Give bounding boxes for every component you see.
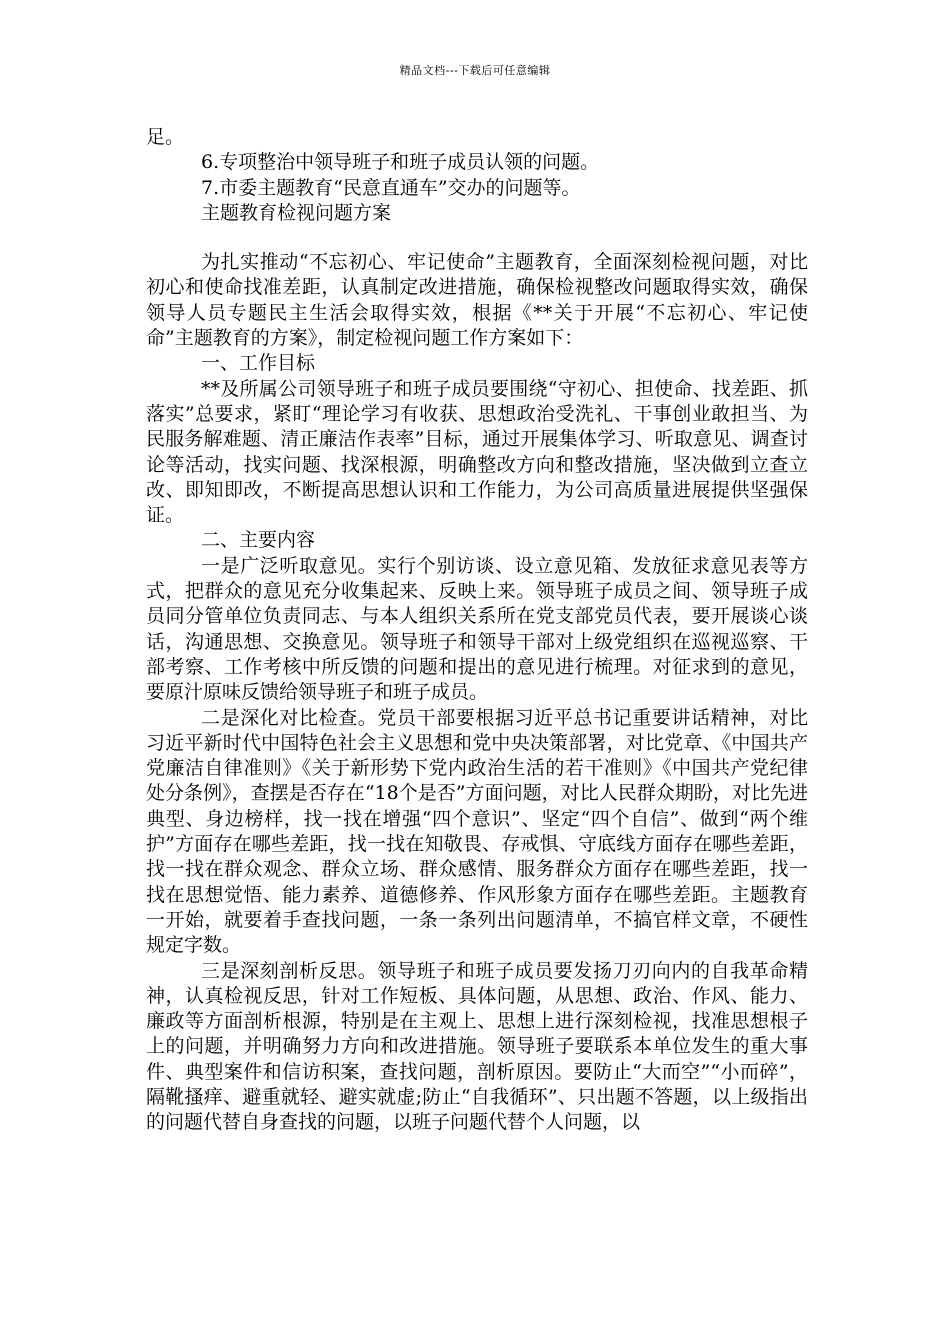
document-title: 主题教育检视问题方案 <box>201 201 392 224</box>
paragraph: 一是广泛听取意见。实行个别访谈、设立意见箱、发放征求意见表等方式，把群众的意见充分收集起来、反映上来。领导班子成员之间、领导班子成员同分管单位负责同志、与本人组织关系所在党支部党员代表，要开展谈心谈话，沟通思想、交换意见。领导班子和领导干部对上级党组织在巡视巡察、干部考察、工作考核中所反馈的问题和提出的意见进行梳理。对征求到的意见，要原汁原味反馈给领导班子和班子成员。 <box>146 554 808 704</box>
document-body <box>146 125 808 1136</box>
paragraph: 三是深刻剖析反思。领导班子和班子成员要发扬刀刃向内的自我革命精神，认真检视反思，针对工作短板、具体问题，从思想、政治、作风、能力、廉政等方面剖析根源，特别是在主观上、思想上进行深刻检视，找准思想根子上的问题，并明确努力方向和改进措施。领导班子要联系本单位发生的重大事件、典型案件和信访积案，查找问题，剖析原因。要防止“大而空”“小而碎”，隔靴搔痒、避重就轻、避实就虚;防止“自我循环”、只出题不答题，以上级指出的问题代替自身查找的问题，以班子问题代替个人问题，以 <box>146 959 808 1134</box>
paragraph: 足。 <box>146 126 185 148</box>
section-heading: 一、工作目标 <box>201 352 316 375</box>
paragraph: **及所属公司领导班子和班子成员要围绕“守初心、担使命、找差距、抓落实”总要求，紧盯“理论学习有收获、思想政治受洗礼、干事创业敢担当、为民服务解难题、清正廉洁作表率”目标，通过开展集体学习、听取意见、调查讨论等活动，找实问题、找深根源，明确整改方向和整改措施，坚决做到立查立改、即知即改，不断提高思想认识和工作能力，为公司高质量进展提供坚强保证。 <box>146 377 808 527</box>
spacer <box>146 226 808 250</box>
list-item: 7.市委主题教育“民意直通车”交办的问题等。 <box>201 176 581 199</box>
section-heading: 二、主要内容 <box>201 529 316 552</box>
list-item: 6.专项整治中领导班子和班子成员认领的问题。 <box>201 151 600 174</box>
paragraph: 二是深化对比检查。党员干部要根据习近平总书记重要讲话精神，对比习近平新时代中国特色社会主义思想和党中央决策部署，对比党章、《中国共产党廉洁自律准则》《关于新形势下党内政治生活的若干准则》《中国共产党纪律处分条例》，查摆是否存在“18个是否”方面问题，对比人民群众期盼，对比先进典型、身边榜样，找一找在增强“四个意识”、坚定“四个自信”、做到“两个维护”方面存在哪些差距，找一找在知敬畏、存戒惧、守底线方面存在哪些差距，找一找在群众观念、群众立场、群众感情、服务群众方面存在哪些差距，找一找在思想觉悟、能力素养、道德修养、作风形象方面存在哪些差距。主题教育一开始，就要着手查找问题，一条一条列出问题清单，不搞官样文章，不硬性规定字数。 <box>146 706 808 957</box>
paragraph: 为扎实推动“不忘初心、牢记使命”主题教育，全面深刻检视问题，对比初心和使命找准差距，认真制定改进措施，确保检视整改问题取得实效，确保领导人员专题民主生活会取得实效，根据《**关于开展“不忘初心、牢记使命”主题教育的方案》，制定检视问题工作方案如下： <box>146 251 808 350</box>
page-header: 精品文档---下载后可任意编辑 <box>399 64 551 77</box>
